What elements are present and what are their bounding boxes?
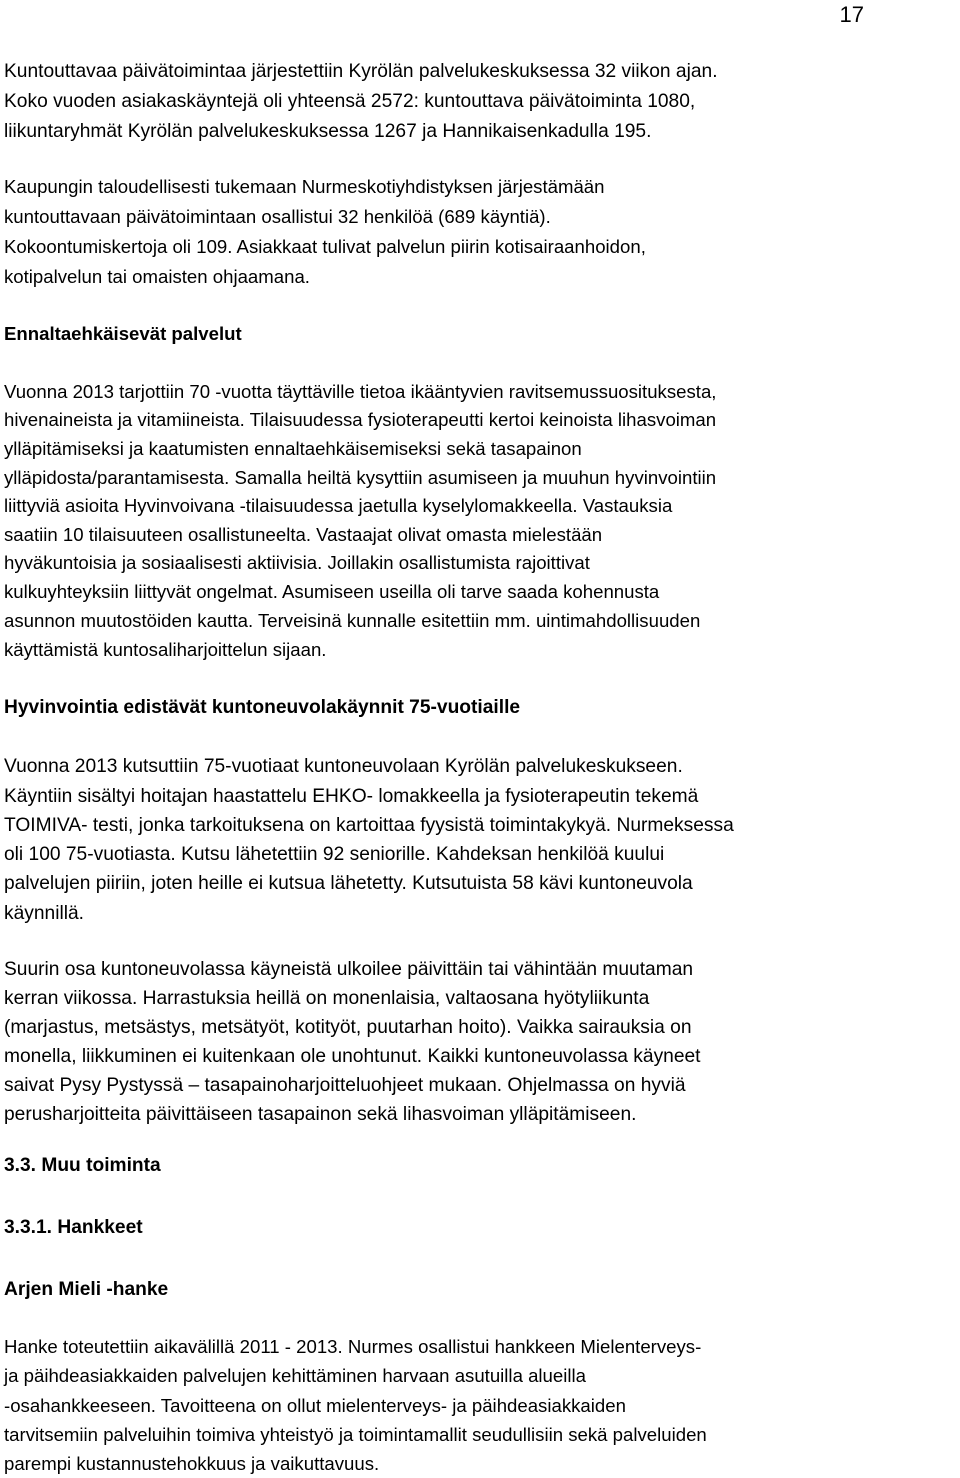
paragraph-line: -osahankkeeseen. Tavoitteena on ollut mielenterveys- ja päihdeasiakkaiden <box>4 1395 626 1416</box>
paragraph-line: Suurin osa kuntoneuvolassa käyneistä ulkoilee päivittäin tai vähintään muutaman <box>4 959 694 980</box>
paragraph-line: ylläpitämiseksi ja kaatumisten ennaltaehkäisemiseksi sekä tasapainon <box>4 438 582 459</box>
paragraph-line: liikuntaryhmät Kyrölän palvelukeskuksessa 1267 ja Hannikaisenkadulla 195. <box>4 121 652 142</box>
section-heading: 3.3.1. Hankkeet <box>4 1217 143 1238</box>
paragraph-line: kuntouttavaan päivätoimintaan osallistui 32 henkilöä (689 käyntiä). <box>4 206 551 227</box>
paragraph-line: saatiin 10 tilaisuuteen osallistuneelta. Vastaajat olivat omasta mielestään <box>4 524 603 545</box>
paragraph-line: hyväkuntoisia ja sosiaalisesti aktiivisia. Joillakin osallistumista rajoittivat <box>4 552 590 573</box>
paragraph-line: Vuonna 2013 tarjottiin 70 -vuotta täyttäville tietoa ikääntyvien ravitsemussuosituksesta, <box>4 381 717 402</box>
paragraph-line: kotipalvelun tai omaisten ohjaamana. <box>4 266 310 287</box>
paragraph-line: kulkuyhteyksiin liittyvät ongelmat. Asumiseen useilla oli tarve saada kohennusta <box>4 581 660 602</box>
paragraph-line: parempi kustannustehokkuus ja vaikuttavuus. <box>4 1453 380 1474</box>
paragraph-line: perusharjoitteita päivittäiseen tasapainon sekä lihasvoiman ylläpitämiseen. <box>4 1104 637 1125</box>
section-heading: Hyvinvointia edistävät kuntoneuvolakäynnit 75-vuotiaille <box>4 697 521 718</box>
paragraph-line: Käyntiin sisältyi hoitajan haastattelu EHKO- lomakkeella ja fysioterapeutin tekemä <box>4 786 699 807</box>
paragraph-line: liittyviä asioita Hyvinvoivana -tilaisuudessa jaetulla kyselylomakkeella. Vastauksia <box>4 495 673 516</box>
paragraph-line: palvelujen piiriin, joten heille ei kutsua lähetetty. Kutsutuista 58 kävi kuntoneuvola <box>4 873 693 894</box>
paragraph-line: Kuntouttavaa päivätoimintaa järjestettiin Kyrölän palvelukeskuksessa 32 viikon ajan. <box>4 61 718 82</box>
paragraph-line: Koko vuoden asiakaskäyntejä oli yhteensä 2572: kuntouttava päivätoiminta 1080, <box>4 91 696 112</box>
paragraph-line: Vuonna 2013 kutsuttiin 75-vuotiaat kuntoneuvolaan Kyrölän palvelukeskukseen. <box>4 756 683 777</box>
paragraph-line: monella, liikkuminen ei kuitenkaan ole unohtunut. Kaikki kuntoneuvolassa käyneet <box>4 1046 701 1067</box>
paragraph-line: Hanke toteutettiin aikavälillä 2011 - 2013. Nurmes osallistui hankkeen Mielenterveys- <box>4 1336 702 1357</box>
paragraph-line: kerran viikossa. Harrastuksia heillä on monenlaisia, valtaosana hyötyliikunta <box>4 988 650 1009</box>
paragraph-line: asunnon muutostöiden kautta. Terveisinä kunnalle esitettiin mm. uintimahdollisuuden <box>4 610 701 631</box>
paragraph-line: tarvitsemiin palveluihin toimiva yhteistyö ja toimintamallit seudullisiin sekä palveluiden <box>4 1424 707 1445</box>
paragraph-line: oli 100 75-vuotiasta. Kutsu lähetettiin 92 seniorille. Kahdeksan henkilöä kuului <box>4 844 665 865</box>
paragraph-line: käyttämistä kuntosaliharjoittelun sijaan. <box>4 639 327 660</box>
paragraph-line: TOIMIVA- testi, jonka tarkoituksena on kartoittaa fyysistä toimintakykyä. Nurmeksessa <box>4 815 734 836</box>
paragraph-line: hivenaineista ja vitamiineista. Tilaisuudessa fysioterapeutti kertoi keinoista lihasvoiman <box>4 409 717 430</box>
paragraph-line: saivat Pysy Pystyssä – tasapainoharjoitteluohjeet mukaan. Ohjelmassa on hyviä <box>4 1075 686 1096</box>
paragraph-line: ja päihdeasiakkaiden palvelujen kehittäminen harvaan asutuilla alueilla <box>4 1365 586 1386</box>
paragraph-line: käynnillä. <box>4 903 84 924</box>
section-heading: Arjen Mieli -hanke <box>4 1279 169 1300</box>
paragraph-line: (marjastus, metsästys, metsätyöt, kotityöt, puutarhan hoito). Vaikka sairauksia on <box>4 1017 692 1038</box>
page-number: 17 <box>839 2 864 27</box>
section-heading: 3.3. Muu toiminta <box>4 1155 161 1176</box>
paragraph-line: Kaupungin taloudellisesti tukemaan Nurmeskotiyhdistyksen järjestämään <box>4 176 605 197</box>
section-heading: Ennaltaehkäisevät palvelut <box>4 323 242 344</box>
paragraph-line: ylläpidosta/parantamisesta. Samalla heiltä kysyttiin asumiseen ja muuhun hyvinvointiin <box>4 467 717 488</box>
paragraph-line: Kokoontumiskertoja oli 109. Asiakkaat tulivat palvelun piirin kotisairaanhoidon, <box>4 236 646 257</box>
